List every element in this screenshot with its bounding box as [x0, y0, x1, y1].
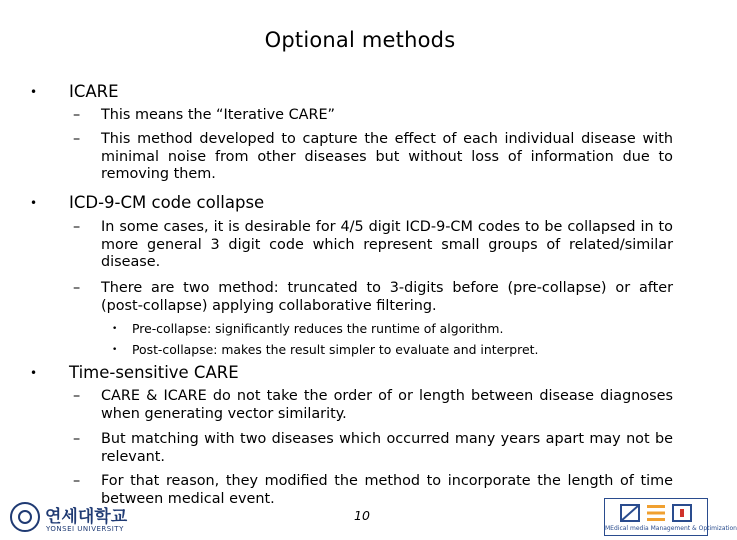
sub-bullet-text: There are two method: truncated to 3-digits before (pre-collapse) or after (post-collapse) applying collaborative filtering.: [101, 280, 673, 314]
lab-name: MEdical media Management & Optimization: [605, 525, 737, 532]
university-name-korean: 연세대학교: [45, 507, 128, 527]
bullet-text: ICARE: [69, 82, 119, 101]
bullet-dot: •: [30, 366, 38, 380]
sub-bullet-text: This method developed to capture the effect of each individual disease with minimal noise from other diseases but without loss of information due to removing them.: [101, 131, 673, 183]
university-logo: [10, 500, 128, 538]
dash-marker: –: [73, 107, 81, 123]
sub-bullet-dot: •: [112, 345, 118, 355]
university-seal-icon: [10, 502, 40, 532]
bullet-dot: •: [30, 85, 38, 99]
bullet-dot: •: [30, 196, 38, 210]
university-name-english: YONSEI UNIVERSITY: [46, 525, 124, 533]
dash-marker: –: [73, 280, 81, 296]
sub-sub-bullet-text: Post-collapse: makes the result simpler to evaluate and interpret.: [132, 342, 539, 357]
dash-marker: –: [73, 431, 81, 447]
dash-marker: –: [73, 219, 81, 235]
sub-bullet-dot: •: [112, 324, 118, 334]
lab-logo-mark-icon: [619, 503, 695, 523]
slide-title: Optional methods: [264, 28, 456, 52]
sub-sub-bullet-text: Pre-collapse: significantly reduces the runtime of algorithm.: [132, 321, 504, 336]
dash-marker: –: [73, 131, 81, 147]
sub-bullet-text: CARE & ICARE do not take the order of or length between disease diagnoses when generating vector similarity.: [101, 388, 673, 422]
lab-logo: [604, 498, 737, 536]
bullet-text: ICD-9-CM code collapse: [69, 193, 265, 212]
sub-bullet-text: This means the “Iterative CARE”: [101, 107, 336, 123]
page-number: 10: [354, 508, 370, 523]
sub-bullet-text: For that reason, they modified the method to incorporate the length of time between medical event.: [101, 473, 673, 507]
dash-marker: –: [73, 473, 81, 489]
dash-marker: –: [73, 388, 81, 404]
bullet-text: Time-sensitive CARE: [69, 363, 239, 382]
sub-bullet-text: But matching with two diseases which occurred many years apart may not be relevant.: [101, 431, 673, 465]
sub-bullet-text: In some cases, it is desirable for 4/5 digit ICD-9-CM codes to be collapsed in to more general 3 digit code which represent small groups of related/similar disease.: [101, 219, 673, 271]
